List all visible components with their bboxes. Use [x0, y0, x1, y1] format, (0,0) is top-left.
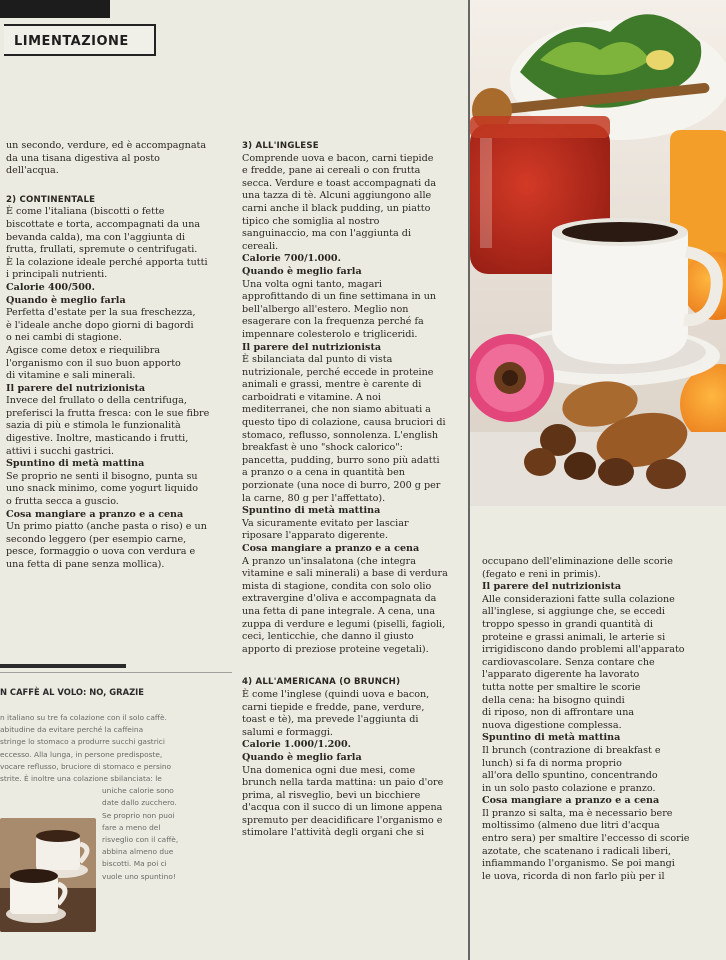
text-line: tipico che somiglia al nostro [242, 215, 380, 227]
heading-continentale: 2) CONTINENTALE [6, 194, 96, 205]
text-line: bell'albergo all'estero. Meglio non [242, 303, 409, 315]
text-line: la carne, 80 g per l'affettato). [242, 492, 386, 504]
text-line: Alle considerazioni fatte sulla colazione [482, 593, 675, 605]
text-line: i principali nutrienti. [6, 269, 108, 281]
calories-line: Calorie 1.000/1.200. [242, 739, 351, 751]
text-line: una fetta di pane senza mollica). [6, 559, 165, 570]
text-line: biscotti. Ma poi ci [102, 859, 167, 869]
text-line: frutta, frullati, spremute o centrifugati. [6, 244, 198, 256]
text-line: tutta notte per smaltire le scorie [482, 681, 641, 693]
text-line: vitamine e sali minerali) a base di verdura [242, 568, 448, 580]
column-1 [6, 140, 220, 572]
sidebar-title: N CAFFÈ AL VOLO: NO, GRAZIE [0, 687, 144, 697]
text-line: apporto di preziose proteine vegetali). [242, 643, 429, 655]
text-line: Una volta ogni tanto, magari [242, 278, 382, 290]
text-line: breakfast è uno "shock calorico": [242, 442, 403, 454]
subheading: Cosa mangiare a pranzo e a cena [242, 543, 420, 554]
text-line: Se proprio non puoi [102, 810, 175, 820]
text-line: carni anche il black pudding, un piatto [242, 202, 431, 214]
sidebar-rule-thin [0, 672, 232, 673]
text-line: sazia di più e stimola le funzionalità [6, 420, 181, 432]
text-line: animali e grassi, mentre è carente di [242, 379, 422, 391]
text-line: Comprende uova e bacon, carni tiepide [242, 152, 434, 164]
text-line: abbina almeno due [102, 847, 174, 857]
subheading: Il parere del nutrizionista [482, 581, 622, 593]
text-line: extravergine d'oliva e accompagnata da [242, 593, 437, 605]
section-header-box [4, 24, 156, 56]
text-line: carboidrati e vitamine. A noi [242, 391, 381, 403]
subheading: Quando è meglio farla [242, 751, 362, 763]
text-line: vuole uno spuntino! [102, 871, 176, 881]
text-line: abitudine da evitare perché la caffeina [0, 725, 144, 735]
text-line: pancetta, pudding, burro sono più adatti [242, 454, 440, 466]
text-line: all'ora dello spuntino, concentrando [482, 770, 658, 782]
subheading: Spuntino di metà mattina [242, 505, 381, 517]
text-line: Se proprio ne senti il bisogno, punta su [6, 470, 198, 482]
text-line: Va sicuramente evitato per lasciar [242, 517, 409, 529]
text-line: Il brunch (contrazione di breakfast e [482, 744, 661, 756]
text-line: digestive. Inoltre, masticando i frutti, [6, 433, 189, 445]
text-line: Agisce come detox e riequilibra [6, 344, 161, 356]
text-line: È come l'italiana (biscotti o fette [6, 206, 165, 218]
text-line: È la colazione ideale perché apporta tutti [6, 256, 208, 268]
text-line: toast e tè), ma prevede l'aggiunta di [242, 714, 419, 726]
sidebar-rule [0, 664, 126, 668]
text-line: preferisci la frutta fresca: con le sue fibre [6, 407, 210, 419]
section-title: LIMENTAZIONE [14, 34, 129, 49]
text-line: A pranzo un'insalatona (che integra [242, 555, 416, 567]
text-line: occupano dell'eliminazione delle scorie [482, 556, 673, 567]
calories-line: Calorie 700/1.000. [242, 253, 341, 265]
calories-line: Calorie 400/500. [6, 281, 95, 293]
text-line: cereali. [242, 240, 279, 252]
text-line: o frutta secca a guscio. [6, 496, 119, 508]
text-line: o nei cambi di stagione. [6, 332, 122, 344]
column-2 [242, 140, 458, 840]
text-line: della cena: ha bisogno quindi [482, 694, 625, 706]
text-line: è l'ideale anche dopo giorni di bagordi [6, 319, 194, 331]
text-line: troppo spesso in grandi quantità di [482, 618, 653, 630]
text-line: nuova digestione complessa. [482, 719, 622, 731]
text-line: l'apparato digerente ha lavorato [482, 669, 640, 681]
text-line: Il pranzo si salta, ma è necessario bere [482, 807, 673, 819]
text-line: strite. È inoltre una colazione sbilanciata: le [0, 774, 162, 784]
heading-inglese: 3) ALL'INGLESE [242, 141, 319, 151]
subheading: Il parere del nutrizionista [6, 382, 146, 394]
text-line: un secondo, verdure, ed è accompagnata [6, 140, 207, 151]
text-line: d'acqua con il succo di un limone appena [242, 802, 443, 814]
text-line: È sbilanciata dal punto di vista [242, 354, 393, 366]
text-line: mista di stagione, condita con solo olio [242, 580, 432, 592]
text-line: questo tipo di colazione, causa bruciori di [242, 417, 446, 429]
text-line: brunch nella tarda mattina: un paio d'ore [242, 777, 444, 789]
text-line: uniche calorie sono [102, 786, 174, 796]
text-line: fare a meno del [102, 822, 161, 832]
text-line: di riposo, non di affrontare una [482, 707, 635, 719]
text-line: prima, al risveglio, bevi un bicchiere [242, 789, 421, 801]
text-line: (fegato e reni in primis). [482, 568, 601, 580]
text-line: impennare colesterolo e trigliceridi. [242, 328, 418, 340]
text-line: uno snack minimo, come yogurt liquido [6, 483, 199, 495]
text-line: È come l'inglese (quindi uova e bacon, [242, 688, 430, 700]
text-line: proteine e grassi animali, le arterie si [482, 631, 666, 643]
text-line: salumi e formaggi. [242, 726, 333, 738]
text-line: riposare l'apparato digerente. [242, 530, 388, 542]
column-3 [482, 556, 714, 883]
text-line: vocare reflusso, bruciore di stomaco e persino [0, 761, 172, 771]
text-line: Un primo piatto (anche pasta o riso) e un [6, 521, 207, 533]
text-line: pesce, formaggio o uova con verdura e [6, 546, 196, 558]
breakfast-photo [470, 0, 726, 506]
subheading: Quando è meglio farla [242, 265, 362, 277]
heading-americana: 4) ALL'AMERICANA (O BRUNCH) [242, 677, 401, 688]
text-line: secca. Verdure e toast accompagnati da [242, 177, 437, 189]
text-line: irrigidiscono dando problemi all'apparato [482, 644, 685, 656]
subheading: Il parere del nutrizionista [242, 341, 382, 353]
text-line: cardiovascolare. Senza contare che [482, 656, 655, 668]
text-line: n italiano su tre fa colazione con il solo caffè. [0, 713, 167, 722]
subheading: Cosa mangiare a pranzo e a cena [6, 508, 184, 520]
text-line: dell'acqua. [6, 165, 59, 177]
text-line: esagerare con la frequenza perché fa [242, 316, 424, 328]
text-line: una fetta di pane integrale. A cena, una [242, 605, 436, 617]
subheading: Spuntino di metà mattina [6, 458, 145, 470]
text-line: nutrizionale, perché eccede in proteine [242, 366, 434, 378]
text-line: carni tiepide e fredde, pane, verdure, [242, 701, 425, 713]
text-line: stringe lo stomaco a produrre succhi gastrici [0, 737, 165, 747]
text-line: entro sera) per smaltire l'eccesso di scorie [482, 833, 690, 845]
text-line: stimolare l'attività degli organi che si [242, 827, 425, 839]
text-line: Invece del frullato o della centrifuga, [6, 395, 187, 407]
text-line: Una domenica ogni due mesi, come [242, 764, 416, 776]
text-line: approfittando di un fine settimana in un [242, 291, 437, 303]
text-line: attivi i succhi gastrici. [6, 445, 115, 457]
text-line: in un solo pasto colazione e pranzo. [482, 782, 656, 794]
text-line: di vitamine e sali minerali. [6, 370, 136, 382]
subheading: Cosa mangiare a pranzo e a cena [482, 795, 660, 807]
text-line: stomaco, reflusso, sonnolenza. L'english [242, 429, 439, 441]
coffee-cups-thumbnail [0, 818, 96, 932]
text-line: mediterranei, che non siamo abituati a [242, 404, 431, 416]
text-line: infiammando l'organismo. Se poi mangi [482, 858, 675, 870]
text-line: Perfetta d'estate per la sua freschezza, [6, 307, 196, 319]
text-line: e fredde, pane ai cereali o con frutta [242, 165, 421, 177]
text-line: porzionate (una noce di burro, 200 g per [242, 480, 441, 492]
text-line: risveglio con il caffè, [102, 835, 179, 845]
text-line: moltissimo (almeno due litri d'acqua [482, 820, 660, 832]
text-line: zuppa di verdure e legumi (piselli, fagioli, [242, 618, 446, 630]
text-line: azotate, che scatenano i radicali liberi, [482, 845, 672, 857]
text-line: ceci, lenticchie, che danno il giusto [242, 631, 414, 643]
text-line: bevanda calda), ma con l'aggiunta di [6, 231, 186, 243]
text-line: a pranzo o a cena in quantità ben [242, 467, 405, 479]
text-line: biscottate e torta, accompagnati da una [6, 218, 201, 230]
subheading: Spuntino di metà mattina [482, 732, 621, 744]
text-line: all'inglese, si aggiunge che, se eccedi [482, 606, 665, 618]
text-line: eccesso. Alla lunga, in persone predisposte, [0, 749, 163, 759]
header-bar [0, 0, 110, 18]
text-line: sanguinaccio, ma con l'aggiunta di [242, 228, 412, 240]
text-line: l'organismo con il suo buon apporto [6, 357, 181, 369]
text-line: le uova, ricorda di non farlo più per il [482, 870, 665, 882]
subheading: Quando è meglio farla [6, 294, 126, 306]
text-line: date dallo zucchero. [102, 798, 177, 808]
text-line: una tazza di tè. Alcuni aggiungono alle [242, 190, 432, 202]
text-line: secondo leggero (per esempio carne, [6, 533, 187, 545]
text-line: da una tisana digestiva al posto [6, 152, 160, 164]
text-line: spremuto per deacidificare l'organismo e [242, 814, 443, 826]
text-line: lunch) si fa di norma proprio [482, 757, 622, 769]
